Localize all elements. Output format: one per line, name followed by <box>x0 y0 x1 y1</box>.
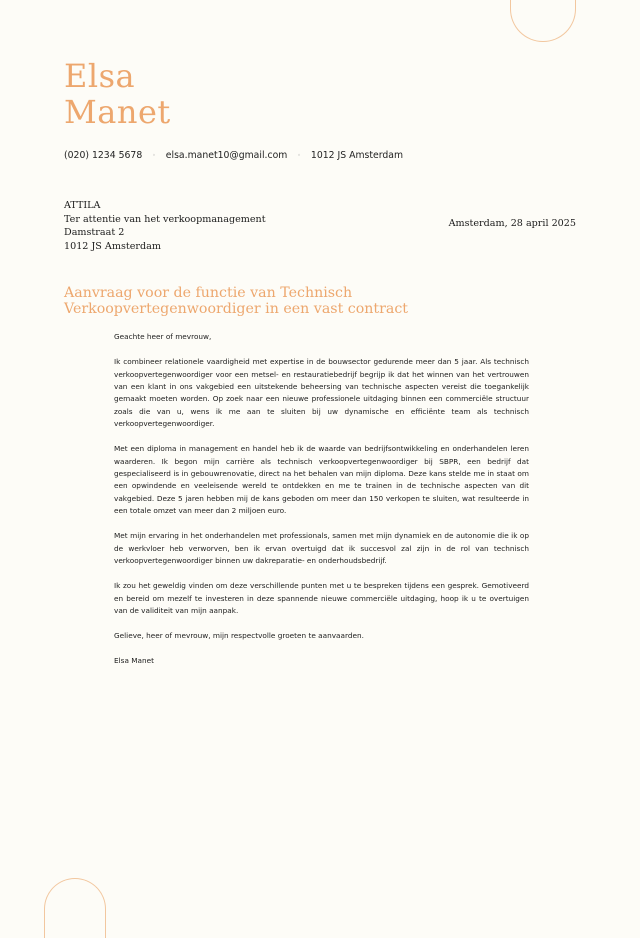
salutation: Geachte heer of mevrouw, <box>114 332 212 341</box>
sender-phone: (020) 1234 5678 <box>64 150 143 161</box>
recipient-city: 1012 JS Amsterdam <box>64 240 161 252</box>
sender-first-name: Elsa <box>64 57 136 95</box>
contact-line <box>64 150 403 161</box>
letter-body <box>114 331 529 680</box>
bullet-icon: ◦ <box>152 152 156 159</box>
decorative-arch-top <box>510 0 576 42</box>
signature: Elsa Manet <box>114 656 154 666</box>
bullet-icon: ◦ <box>297 152 301 159</box>
sender-name <box>64 58 171 130</box>
recipient-block <box>64 199 266 253</box>
body-paragraph: Met mijn ervaring in het onderhandelen met professionals, samen met mijn dynamiek en de autonomie die ik op de werkvloer heb verworven, ben ik ervan overtuigd dat ik succesvol zal zijn in de rol van technisch verkoopvertegenwoordiger binnen uw dakreparatie- en onderhoudsbedrijf. <box>114 531 529 566</box>
body-paragraph: Ik zou het geweldig vinden om deze verschillende punten met u te bespreken tijdens een gesprek. Gemotiveerd en bereid om mezelf te investeren in deze spannende nieuwe commerciële uitdaging, hoop ik u te overtuigen van de validiteit van mijn aanpak. <box>114 581 529 616</box>
body-paragraph: Ik combineer relationele vaardigheid met expertise in de bouwsector gedurende meer dan 5 jaar. Als technisch verkoopvertegenwoordiger voor een metsel- en restauratiebedrijf begrijp ik dat het winnen van het vertrouwen van een klant in ons vakgebied een uitstekende beheersing van technische aspecten vereist die toegankelijk gemaakt moeten worden. Op zoek naar een nieuwe professionele uitdaging binnen een commerciële structuur zoals die van u, wens ik me aan te sluiten bij uw dynamische en efficiënte team als technisch verkoopvertegenwoordiger. <box>114 357 529 429</box>
sender-last-name: Manet <box>64 93 171 131</box>
decorative-arch-bottom <box>44 878 106 938</box>
sender-email: elsa.manet10@gmail.com <box>165 150 288 161</box>
body-paragraph: Met een diploma in management en handel heb ik de waarde van bedrijfsontwikkeling en onderhandelen leren waarderen. Ik begon mijn carrière als technisch verkoopvertegenwoordiger bij SBPR, een bedrijf dat gespecialiseerd is in gebouwrenovatie, direct na het behalen van mijn diploma. Deze kans stelde me in staat om een opwindende en veeleisende wereld te ontdekken en me te trainen in de technische aspecten van dit vakgebied. Deze 5 jaren hebben mij de kans geboden om meer dan 150 verkopen te sluiten, wat resulteerde in een totale omzet van meer dan 2 miljoen euro. <box>114 444 529 516</box>
recipient-attention: Ter attentie van het verkoopmanagement <box>64 213 266 225</box>
letter-date: Amsterdam, 28 april 2025 <box>448 218 576 229</box>
letter-subject: Aanvraag voor de functie van Technisch Verkoopvertegenwoordiger in een vast contract <box>64 285 408 317</box>
sender-address: 1012 JS Amsterdam <box>310 150 404 161</box>
recipient-company: ATTILA <box>64 200 101 211</box>
closing: Gelieve, heer of mevrouw, mijn respectvolle groeten te aanvaarden. <box>114 631 364 641</box>
recipient-street: Damstraat 2 <box>64 227 125 239</box>
